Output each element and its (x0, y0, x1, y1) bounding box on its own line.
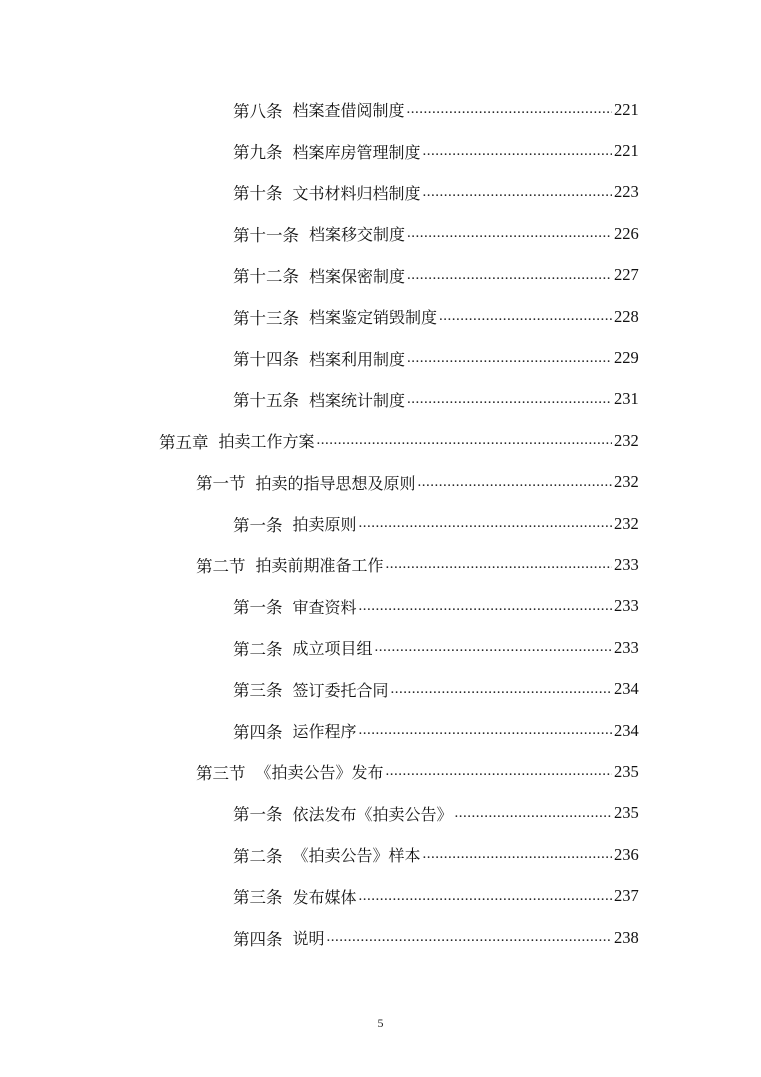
toc-leader-dots (407, 350, 612, 367)
toc-entry[interactable] (0, 917, 761, 958)
toc-entry-title: 拍卖的指导思想及原则 (255, 473, 416, 493)
toc-entry-title: 拍卖原则 (292, 515, 357, 535)
toc-entry-title: 档案利用制度 (309, 349, 406, 369)
toc-leader-dots (386, 556, 612, 573)
toc-entry-page: 232 (614, 472, 639, 492)
toc-entry[interactable] (0, 668, 761, 709)
toc-entry-page: 233 (614, 554, 639, 574)
toc-entry-number: 第三条 (233, 888, 283, 908)
toc-entry-page: 223 (614, 182, 639, 202)
toc-entry-title: 发布媒体 (292, 887, 357, 907)
toc-entry-page: 221 (614, 99, 639, 119)
toc-entry-title: 审查资料 (292, 597, 357, 617)
toc-entry[interactable] (0, 172, 761, 213)
toc-leader-dots (423, 184, 612, 201)
toc-entry-number: 第四条 (233, 722, 283, 742)
toc-entry-title: 拍卖工作方案 (218, 432, 315, 452)
toc-entry-number: 第三条 (233, 681, 283, 701)
toc-entry[interactable] (0, 337, 761, 378)
toc-entry-number: 第八条 (233, 101, 283, 121)
toc-entry-page: 227 (614, 265, 639, 285)
toc-entry-number: 第九条 (233, 143, 283, 163)
toc-entry-title: 成立项目组 (292, 639, 373, 659)
toc-entry-page: 229 (614, 348, 639, 368)
toc-entry-page: 238 (614, 927, 639, 947)
toc-entry-title: 档案移交制度 (309, 225, 406, 245)
toc-leader-dots (455, 805, 612, 822)
toc-leader-dots (327, 929, 612, 946)
toc-leader-dots (317, 432, 612, 449)
toc-entry-number: 第三节 (196, 763, 246, 783)
toc-entry-title: 档案保密制度 (309, 266, 406, 286)
toc-entry-page: 233 (614, 596, 639, 616)
toc-entry[interactable] (0, 710, 761, 751)
toc-leader-dots (423, 846, 612, 863)
toc-entry-page: 235 (614, 761, 639, 781)
toc-entry-title: 《拍卖公告》样本 (292, 846, 421, 866)
toc-entry-number: 第五章 (159, 432, 209, 452)
toc-leader-dots (439, 308, 612, 325)
toc-entry-number: 第十四条 (233, 350, 299, 370)
toc-entry-page: 231 (614, 389, 639, 409)
toc-entry-number: 第十三条 (233, 308, 299, 328)
toc-entry-number: 第十一条 (233, 225, 299, 245)
toc-entry-title: 运作程序 (292, 722, 357, 742)
toc-entry-number: 第一条 (233, 805, 283, 825)
toc-entry-section[interactable] (0, 462, 761, 503)
toc-entry-page: 237 (614, 886, 639, 906)
toc-entry[interactable] (0, 503, 761, 544)
toc-entry-number: 第二节 (196, 556, 246, 576)
toc-leader-dots (407, 225, 612, 242)
toc-entry-section[interactable] (0, 544, 761, 585)
toc-entry[interactable] (0, 793, 761, 834)
toc-entry[interactable] (0, 586, 761, 627)
page-number: 5 (377, 1016, 384, 1030)
toc-entry-title: 文书材料归档制度 (292, 183, 421, 203)
toc-entry-number: 第十五条 (233, 391, 299, 411)
toc-entry-title: 档案鉴定销毁制度 (309, 308, 438, 328)
toc-entry-page: 233 (614, 637, 639, 657)
toc-leader-dots (407, 267, 612, 284)
toc-entry-page: 232 (614, 430, 639, 450)
toc-entry[interactable] (0, 875, 761, 916)
toc-entry-page: 221 (614, 141, 639, 161)
toc-entry-number: 第一条 (233, 515, 283, 535)
toc-leader-dots (359, 888, 612, 905)
toc-entry-page: 235 (614, 803, 639, 823)
toc-leader-dots (386, 763, 612, 780)
toc-entry[interactable] (0, 834, 761, 875)
toc-entry-number: 第十二条 (233, 267, 299, 287)
toc-entry-title: 档案库房管理制度 (292, 142, 421, 162)
toc-entry-title: 签订委托合同 (292, 680, 389, 700)
toc-entry-title: 档案统计制度 (309, 390, 406, 410)
toc-entry-page: 236 (614, 844, 639, 864)
toc-entry-page: 232 (614, 513, 639, 533)
toc-entry-page: 226 (614, 223, 639, 243)
toc-entry-title: 档案查借阅制度 (292, 101, 405, 121)
toc-leader-dots (359, 722, 612, 739)
toc-leader-dots (359, 598, 612, 615)
toc-leader-dots (359, 515, 612, 532)
toc-entry-title: 说明 (292, 929, 325, 948)
toc-entry-section[interactable] (0, 751, 761, 792)
toc-entry-number: 第二条 (233, 846, 283, 866)
toc-entry[interactable] (0, 379, 761, 420)
toc-entry-number: 第一条 (233, 598, 283, 618)
toc-entry-title: 拍卖前期准备工作 (255, 556, 384, 576)
toc-entry[interactable] (0, 89, 761, 130)
toc-entry-page: 234 (614, 679, 639, 699)
toc-entry[interactable] (0, 627, 761, 668)
toc-entry[interactable] (0, 213, 761, 254)
toc-entry-title: 依法发布《拍卖公告》 (292, 804, 453, 824)
toc-entry-number: 第十条 (233, 184, 283, 204)
toc-entry[interactable] (0, 255, 761, 296)
toc-entry-page: 234 (614, 720, 639, 740)
toc-entry-page: 228 (614, 306, 639, 326)
toc-entry-number: 第四条 (233, 929, 283, 949)
toc-entry-chapter[interactable] (0, 420, 761, 461)
toc-leader-dots (391, 681, 612, 698)
toc-entry[interactable] (0, 130, 761, 171)
toc-entry-number: 第二条 (233, 639, 283, 659)
toc-entry[interactable] (0, 296, 761, 337)
toc-leader-dots (375, 639, 612, 656)
toc-leader-dots (418, 474, 612, 491)
table-of-contents (0, 89, 761, 958)
toc-leader-dots (407, 101, 612, 118)
toc-leader-dots (407, 391, 612, 408)
toc-entry-number: 第一节 (196, 474, 246, 494)
toc-leader-dots (423, 143, 612, 160)
toc-entry-title: 《拍卖公告》发布 (255, 763, 384, 783)
